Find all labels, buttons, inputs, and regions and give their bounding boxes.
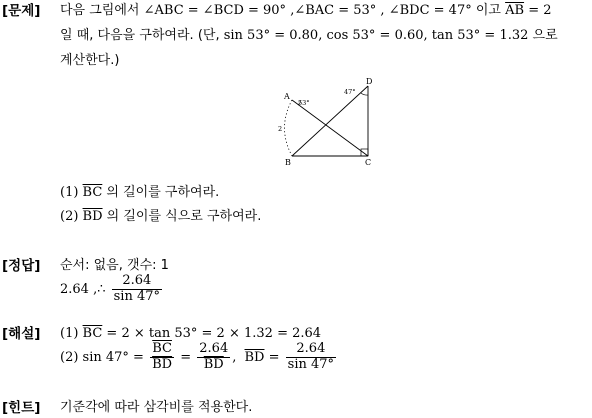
answer-value-line bbox=[60, 274, 164, 305]
fraction-denominator: BD bbox=[152, 356, 173, 372]
problem-line-3: 계산한다.) bbox=[60, 53, 120, 68]
hint-tag: [힌트] bbox=[2, 400, 41, 416]
trig-values: sin 53° = 0.80, cos 53° = 0.60, tan 53° = 1.32 bbox=[223, 28, 529, 43]
problem-line-1 bbox=[60, 3, 552, 19]
segment-bc: $\overline{BC}$ bbox=[82, 326, 103, 341]
question-2 bbox=[60, 209, 261, 225]
fraction-denominator: BD bbox=[203, 356, 224, 372]
step-number: (1) bbox=[60, 326, 83, 341]
step-number: (2) bbox=[60, 349, 83, 365]
therefore-symbol: ∴ bbox=[97, 281, 106, 297]
segment-bd: $\overline{BD}$ bbox=[244, 349, 265, 365]
answer-value: 2.64 , bbox=[60, 281, 98, 297]
equals-sign: = bbox=[180, 349, 192, 365]
problem-text: 이고 bbox=[471, 3, 506, 18]
angle-conditions: ∠ABC = ∠BCD = 90° ,∠BAC = 53° , ∠BDC = 47° bbox=[143, 3, 472, 18]
label-a: A bbox=[284, 92, 290, 101]
ratio-fraction bbox=[150, 342, 174, 373]
fraction-numerator: 2.64 bbox=[286, 342, 336, 358]
triangle-figure bbox=[276, 74, 380, 168]
segment-bd: $\overline{BD}$ bbox=[82, 209, 103, 224]
hint-text: 기준각에 따라 삼각비를 적용한다. bbox=[60, 400, 253, 415]
question-1 bbox=[60, 185, 219, 201]
answer-order: 순서: 없음, 갯수: 1 bbox=[60, 258, 169, 273]
problem-text: 일 때, 다음을 구하여라. (단, bbox=[60, 28, 224, 43]
question-number: (2) bbox=[60, 209, 83, 224]
explain-tag: [해설] bbox=[2, 326, 41, 342]
fraction-numerator: 2.64 bbox=[112, 274, 162, 290]
bc-computation: = 2 × tan 53° = 2 × 1.32 = 2.64 bbox=[102, 326, 322, 341]
fraction-numerator: 2.64 bbox=[199, 341, 229, 356]
problem-text: 으로 bbox=[528, 28, 558, 43]
problem-line-2 bbox=[60, 28, 558, 44]
angle-a-label: 53° bbox=[298, 99, 310, 107]
segment-bc: $\overline{BC}$ bbox=[82, 185, 103, 200]
ab-value: = 2 bbox=[524, 3, 552, 18]
angle-d-label: 47° bbox=[344, 88, 356, 96]
result-fraction bbox=[286, 342, 336, 373]
problem-text: 다음 그림에서 bbox=[60, 3, 144, 18]
label-c: C bbox=[365, 158, 372, 167]
question-text: 의 길이를 식으로 구하여라. bbox=[102, 209, 262, 224]
segment-ab: $\overline{AB}$ bbox=[505, 3, 525, 18]
comma: , bbox=[232, 349, 237, 365]
answer-fraction bbox=[112, 274, 162, 305]
value-fraction bbox=[197, 342, 230, 373]
question-text: 의 길이를 구하여라. bbox=[102, 185, 220, 200]
answer-tag: [정답] bbox=[2, 258, 41, 274]
fraction-denominator: sin 47° bbox=[287, 356, 335, 372]
label-b: B bbox=[285, 158, 291, 167]
explain-line-1 bbox=[60, 326, 321, 342]
explain-line-2 bbox=[60, 342, 338, 373]
question-number: (1) bbox=[60, 185, 83, 200]
sin-47-lhs: sin 47° = bbox=[82, 349, 144, 365]
fraction-numerator: $\overline{BC}$ bbox=[150, 342, 174, 358]
equals-sign: = bbox=[268, 349, 280, 365]
label-d: D bbox=[366, 77, 373, 86]
side-ab-label: 2 bbox=[278, 125, 283, 133]
problem-tag: [문제] bbox=[2, 3, 41, 19]
fraction-denominator: sin 47° bbox=[113, 288, 161, 304]
